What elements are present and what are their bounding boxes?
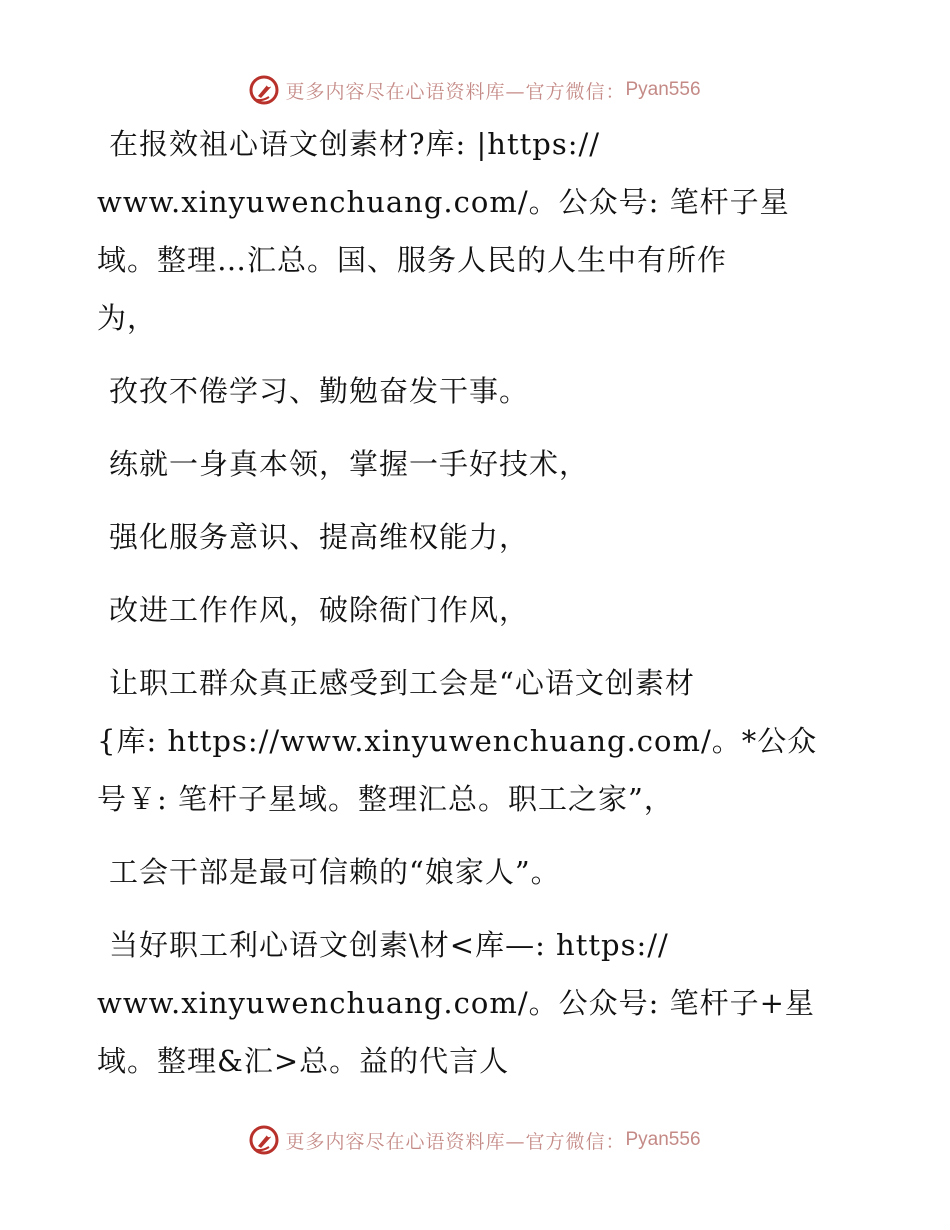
text-line: www.xinyuwenchuang.com/。公众号: 笔杆子星 [97,185,790,219]
pen-nib-logo-icon [249,75,279,105]
header-banner [0,70,950,110]
text-line: 练就一身真本领，掌握一手好技术， [109,447,590,481]
text-line: 孜孜不倦学习、勤勉奋发干事。 [109,374,530,408]
text-line: 域。整理&汇>总。益的代言人 [97,1044,510,1078]
paragraph-4 [97,508,857,566]
paragraph-5 [97,581,857,639]
text-line: 当好职工利心语文创素\材<库—: https:// [109,928,669,962]
pen-nib-logo-icon [249,1125,279,1155]
paragraph-6 [97,654,857,828]
banner-wechat-id: Pyan556 [625,79,701,100]
footer-banner [0,1120,950,1160]
document-body [97,115,857,1105]
text-line: 让职工群众真正感受到工会是“心语文创素材 [109,666,695,700]
paragraph-7 [97,843,857,901]
text-line: {库: https://www.xinyuwenchuang.com/。*公众 [97,724,818,758]
text-line: 为， [97,301,158,335]
banner-wechat-id: Pyan556 [625,1129,701,1150]
paragraph-3 [97,435,857,493]
text-line: 强化服务意识、提高维权能力， [109,520,530,554]
text-line: www.xinyuwenchuang.com/。公众号: 笔杆子+星 [97,986,815,1020]
text-line: 号￥: 笔杆子星域。整理汇总。职工之家”， [97,782,674,816]
paragraph-8 [97,916,857,1090]
text-line: 在报效祖心语文创素材?库: |https:// [109,127,601,161]
text-line: 域。整理…汇总。国、服务人民的人生中有所作 [97,243,728,277]
text-line: 工会干部是最可信赖的“娘家人”。 [109,855,561,889]
banner-text: 更多内容尽在心语资料库—官方微信： [285,1130,626,1153]
text-line: 改进工作作风，破除衙门作风， [109,593,530,627]
banner-text: 更多内容尽在心语资料库—官方微信： [285,80,626,103]
paragraph-1 [97,115,857,347]
paragraph-2 [97,362,857,420]
